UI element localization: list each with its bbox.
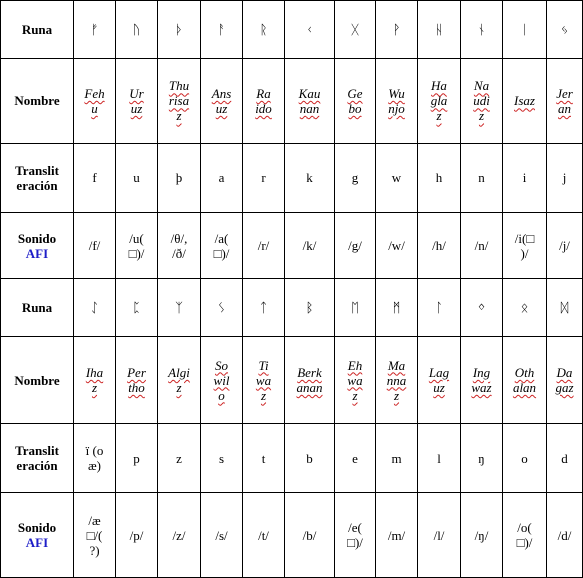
transliteration-cell: f — [74, 144, 115, 212]
rune-name: Ur uz — [116, 59, 157, 143]
rune-name: Per tho — [116, 337, 157, 423]
transliteration-cell: l — [418, 424, 460, 492]
rune-name: Ge bo — [335, 59, 375, 143]
transliteracion-label: Translit eración — [1, 424, 73, 492]
rune-name: Oth alan — [503, 337, 546, 423]
sound-cell: /w/ — [376, 213, 417, 278]
sound-cell: /h/ — [418, 213, 460, 278]
transliteration-cell: z — [158, 424, 200, 492]
sound-cell: /b/ — [285, 493, 334, 577]
sonido-afi-label — [1, 493, 73, 577]
rune-glyph: ᚨ — [201, 1, 242, 58]
rune-glyph: ᚷ — [335, 1, 375, 58]
transliteracion-row-1 — [1, 144, 582, 212]
rune-name: Ti wa z — [243, 337, 284, 423]
rune-glyph: ᛗ — [376, 279, 417, 336]
nombre-label: Nombre — [1, 337, 73, 423]
rune-glyph: ᚢ — [116, 1, 157, 58]
rune-glyph: ᛞ — [547, 279, 582, 336]
sound-cell: /j/ — [547, 213, 582, 278]
runa-row-1 — [1, 1, 582, 58]
sonido-afi-label — [1, 213, 73, 278]
sound-cell: /d/ — [547, 493, 582, 577]
rune-name: Algi z — [158, 337, 200, 423]
rune-glyph: ᛈ — [116, 279, 157, 336]
rune-glyph: ᚦ — [158, 1, 200, 58]
sound-cell: /o( □)/ — [503, 493, 546, 577]
rune-glyph: ᛃ — [547, 1, 582, 58]
transliteration-cell: p — [116, 424, 157, 492]
sonido-label: Sonido — [17, 230, 57, 246]
transliteration-cell: t — [243, 424, 284, 492]
sound-cell: /z/ — [158, 493, 200, 577]
transliteration-cell: h — [418, 144, 460, 212]
sonido-row-2 — [1, 493, 582, 577]
transliteration-cell: r — [243, 144, 284, 212]
sound-cell: /e( □)/ — [335, 493, 375, 577]
rune-name: Berk anan — [285, 337, 334, 423]
rune-glyph: ᛟ — [503, 279, 546, 336]
transliteration-cell: j — [547, 144, 582, 212]
runa-row-2 — [1, 279, 582, 336]
sound-cell: /u( □)/ — [116, 213, 157, 278]
transliteration-cell: a — [201, 144, 242, 212]
sound-cell: /f/ — [74, 213, 115, 278]
rune-glyph: ᛒ — [285, 279, 334, 336]
rune-glyph: ᚲ — [285, 1, 334, 58]
sound-cell: /g/ — [335, 213, 375, 278]
sound-cell: /m/ — [376, 493, 417, 577]
rune-glyph: ᛊ — [201, 279, 242, 336]
transliteration-cell: u — [116, 144, 157, 212]
afi-label: AFI — [25, 535, 49, 551]
rune-name: Eh wa z — [335, 337, 375, 423]
sound-cell: /i(□ )/ — [503, 213, 546, 278]
transliteracion-row-2 — [1, 424, 582, 492]
rune-name: Na udi z — [461, 59, 502, 143]
rune-glyph: ᛖ — [335, 279, 375, 336]
transliteration-cell: m — [376, 424, 417, 492]
rune-name: Ans uz — [201, 59, 242, 143]
rune-name: Ha gla z — [418, 59, 460, 143]
nombre-row-1 — [1, 59, 582, 143]
sound-cell: /a( □)/ — [201, 213, 242, 278]
sound-cell: /s/ — [201, 493, 242, 577]
rune-glyph: ᚾ — [461, 1, 502, 58]
sound-cell: /p/ — [116, 493, 157, 577]
rune-name: Kau nan — [285, 59, 334, 143]
sound-cell: /n/ — [461, 213, 502, 278]
transliteration-cell: e — [335, 424, 375, 492]
rune-glyph: ᚠ — [74, 1, 115, 58]
transliteration-cell: o — [503, 424, 546, 492]
rune-name: Isaz — [503, 59, 546, 143]
rune-name: Jer an — [547, 59, 582, 143]
afi-label: AFI — [25, 245, 49, 261]
rune-name: Da gaz — [547, 337, 582, 423]
sound-cell: /θ/, /ð/ — [158, 213, 200, 278]
rune-name: Iha z — [74, 337, 115, 423]
rune-name: Ra ido — [243, 59, 284, 143]
sonido-label: Sonido — [17, 520, 57, 536]
rune-name: Feh u — [74, 59, 115, 143]
sound-cell: /l/ — [418, 493, 460, 577]
rune-name: Ing waz — [461, 337, 502, 423]
rune-name: So wil o — [201, 337, 242, 423]
transliteration-cell: ŋ — [461, 424, 502, 492]
sound-cell: /æ □/( ?) — [74, 493, 115, 577]
transliteration-cell: w — [376, 144, 417, 212]
nombre-row-2 — [1, 337, 582, 423]
runa-label: Runa — [1, 1, 73, 58]
sound-cell: /t/ — [243, 493, 284, 577]
rune-glyph: ᚺ — [418, 1, 460, 58]
transliteration-cell: ï (o æ) — [74, 424, 115, 492]
rune-name: Thu risa z — [158, 59, 200, 143]
transliteracion-label: Translit eración — [1, 144, 73, 212]
sound-cell: /r/ — [243, 213, 284, 278]
transliteration-cell: s — [201, 424, 242, 492]
rune-glyph: ᛏ — [243, 279, 284, 336]
nombre-label: Nombre — [1, 59, 73, 143]
runa-label: Runa — [1, 279, 73, 336]
rune-name: Ma nna z — [376, 337, 417, 423]
transliteration-cell: d — [547, 424, 582, 492]
sonido-row-1 — [1, 213, 582, 278]
rune-glyph: ᛚ — [418, 279, 460, 336]
rune-glyph: ᚹ — [376, 1, 417, 58]
transliteration-cell: b — [285, 424, 334, 492]
sound-cell: /ŋ/ — [461, 493, 502, 577]
rune-name: Wu njo — [376, 59, 417, 143]
rune-name: Lag uz — [418, 337, 460, 423]
transliteration-cell: þ — [158, 144, 200, 212]
transliteration-cell: k — [285, 144, 334, 212]
rune-glyph: ᛁ — [503, 1, 546, 58]
rune-glyph: ᛜ — [461, 279, 502, 336]
rune-glyph: ᛇ — [74, 279, 115, 336]
transliteration-cell: g — [335, 144, 375, 212]
transliteration-cell: i — [503, 144, 546, 212]
transliteration-cell: n — [461, 144, 502, 212]
rune-glyph: ᚱ — [243, 1, 284, 58]
rune-glyph: ᛉ — [158, 279, 200, 336]
sound-cell: /k/ — [285, 213, 334, 278]
